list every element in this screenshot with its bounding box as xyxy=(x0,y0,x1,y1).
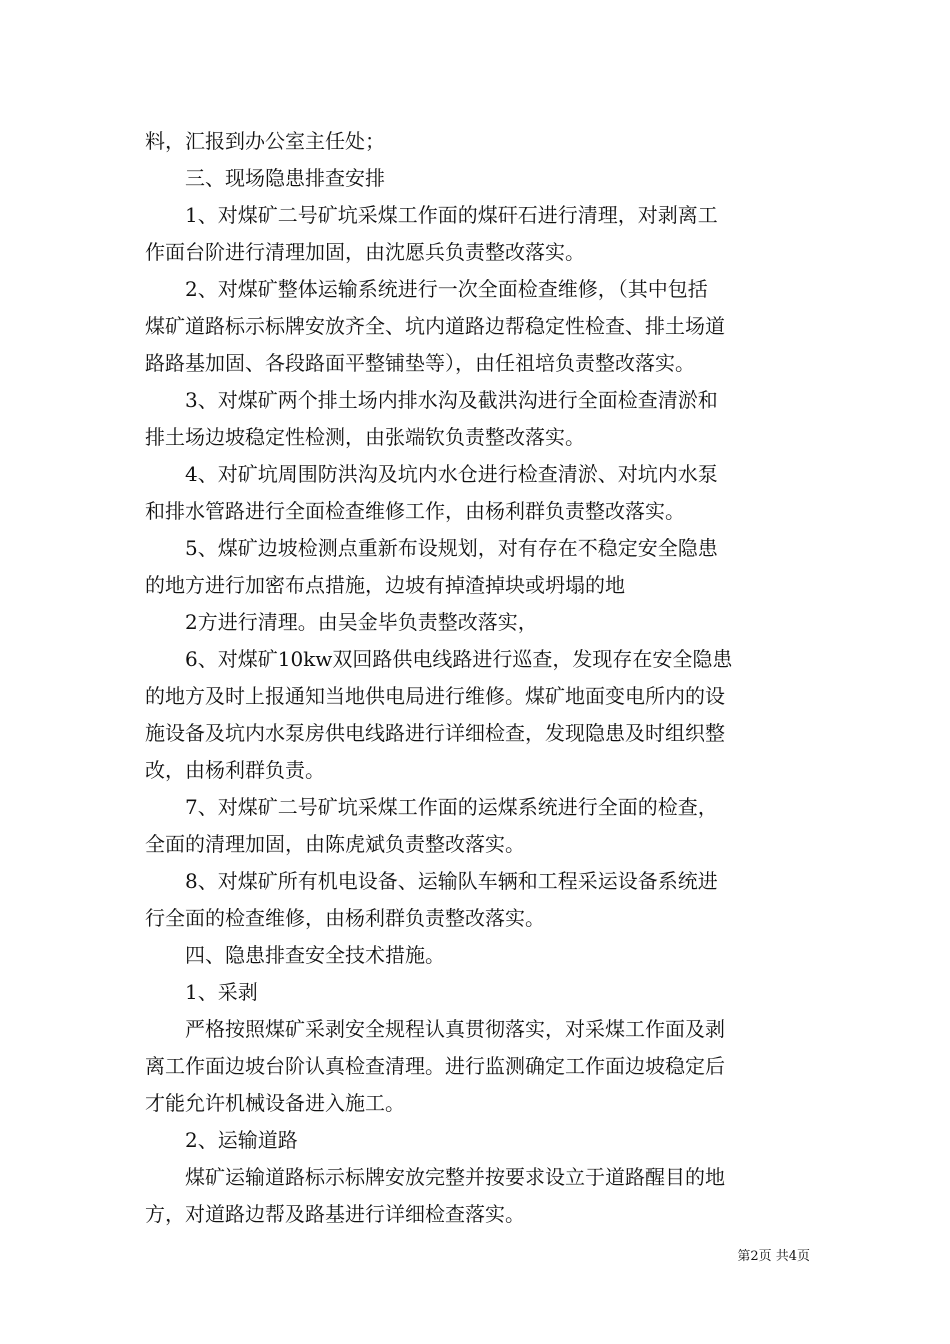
section-heading: 三、现场隐患排查安排 xyxy=(145,166,385,190)
text-line: 3、对煤矿两个排土场内排水沟及截洪沟进行全面检查清淤和 xyxy=(145,388,718,412)
text-line: 料，汇报到办公室主任处； xyxy=(145,129,385,153)
text-line: 5、煤矿边坡检测点重新布设规划，对有存在不稳定安全隐患 xyxy=(145,536,718,560)
text-line: 6、对煤矿10kw双回路供电线路进行巡查，发现存在安全隐患 xyxy=(145,647,733,671)
text-line: 离工作面边坡台阶认真检查清理。进行监测确定工作面边坡稳定后 xyxy=(145,1054,725,1078)
page-number-footer: 第2页 共4页 xyxy=(737,1249,810,1264)
text-line: 才能允许机械设备进入施工。 xyxy=(145,1091,405,1115)
text-line: 作面台阶进行清理加固，由沈愿兵负责整改落实。 xyxy=(145,240,585,264)
subsection-heading: 1、采剥 xyxy=(145,980,258,1004)
text-line: 煤矿运输道路标示标牌安放完整并按要求设立于道路醒目的地 xyxy=(145,1165,725,1189)
text-line: 改，由杨利群负责。 xyxy=(145,758,325,782)
text-line: 8、对煤矿所有机电设备、运输队车辆和工程采运设备系统进 xyxy=(145,869,718,893)
text-line: 7、对煤矿二号矿坑采煤工作面的运煤系统进行全面的检查， xyxy=(145,795,718,819)
document-body xyxy=(145,123,810,1233)
text-line: 全面的清理加固，由陈虎斌负责整改落实。 xyxy=(145,832,525,856)
text-line: 2方进行清理。由吴金毕负责整改落实， xyxy=(145,610,538,634)
text-line: 和排水管路进行全面检查维修工作，由杨利群负责整改落实。 xyxy=(145,499,685,523)
text-line: 1、对煤矿二号矿坑采煤工作面的煤矸石进行清理，对剥离工 xyxy=(145,203,718,227)
text-line: 严格按照煤矿采剥安全规程认真贯彻落实，对采煤工作面及剥 xyxy=(145,1017,725,1041)
text-line: 的地方及时上报通知当地供电局进行维修。煤矿地面变电所内的设 xyxy=(145,684,725,708)
text-line: 2、对煤矿整体运输系统进行一次全面检查维修，（其中包括 xyxy=(145,277,708,301)
text-line: 的地方进行加密布点措施，边坡有掉渣掉块或坍塌的地 xyxy=(145,573,625,597)
section-heading: 四、隐患排查安全技术措施。 xyxy=(145,943,445,967)
text-line: 4、对矿坑周围防洪沟及坑内水仓进行检查清淤、对坑内水泵 xyxy=(145,462,718,486)
text-line: 行全面的检查维修，由杨利群负责整改落实。 xyxy=(145,906,545,930)
text-line: 方，对道路边帮及路基进行详细检查落实。 xyxy=(145,1202,525,1226)
subsection-heading: 2、运输道路 xyxy=(145,1128,298,1152)
text-line: 煤矿道路标示标牌安放齐全、坑内道路边帮稳定性检查、排土场道 xyxy=(145,314,725,338)
text-line: 排土场边坡稳定性检测，由张端钦负责整改落实。 xyxy=(145,425,585,449)
text-line: 施设备及坑内水泵房供电线路进行详细检查，发现隐患及时组织整 xyxy=(145,721,725,745)
text-line: 路路基加固、各段路面平整铺垫等），由任祖培负责整改落实。 xyxy=(145,351,695,375)
